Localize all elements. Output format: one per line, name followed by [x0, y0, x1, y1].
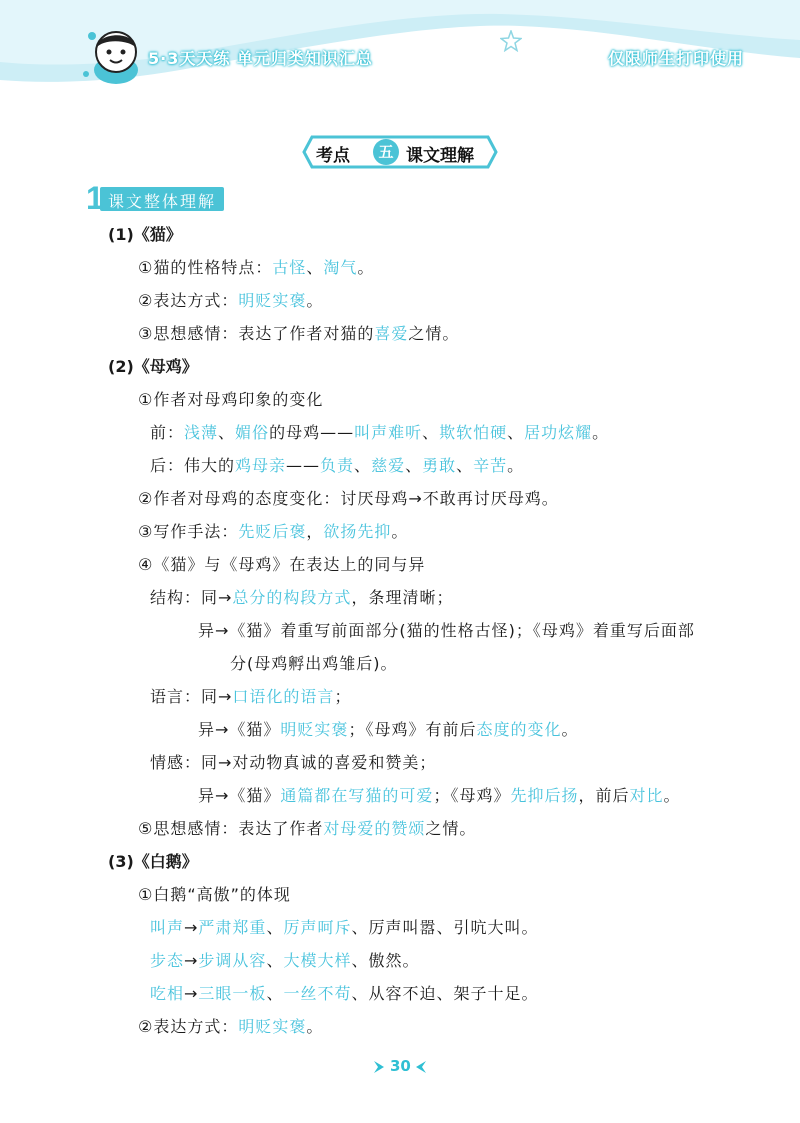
answer-text: 一丝不苟 [283, 984, 352, 1003]
text-line [138, 323, 459, 345]
plain-text: ①白鹅“高傲”的体现 [138, 885, 291, 904]
answer-text: 三眼一板 [198, 984, 267, 1003]
plain-text: ③写作手法： [138, 522, 239, 541]
header-usage-note: 仅限师生打印使用 [608, 49, 745, 68]
plain-text: 、傲然。 [351, 951, 420, 970]
answer-text: 吃相 [150, 984, 185, 1003]
text-line [198, 620, 695, 642]
section-badge [302, 134, 498, 170]
plain-text: 。 [391, 522, 409, 541]
answer-text: 淘气 [323, 258, 358, 277]
section-title-text: 课文整体理解 [108, 192, 217, 211]
answer-text: 通篇都在写猫的可爱 [280, 786, 434, 805]
plain-text: ②表达方式： [138, 1017, 239, 1036]
plain-text: 。 [561, 720, 579, 739]
answer-text: 对比 [629, 786, 664, 805]
plain-text: 、从容不迫、架子十足。 [351, 984, 539, 1003]
text-line [138, 554, 425, 576]
plain-text: 、 [354, 456, 372, 475]
plain-text: ；《母鸡》有前后 [348, 720, 477, 739]
answer-text: 勇敢 [422, 456, 457, 475]
plain-text: 、 [266, 951, 284, 970]
answer-text: 浅薄 [184, 423, 219, 442]
answer-text: 叫声难听 [354, 423, 423, 442]
plain-text: 。 [592, 423, 610, 442]
answer-text: 鸡母亲 [235, 456, 287, 475]
plain-text: 之情。 [408, 324, 460, 343]
plain-text: → [184, 984, 199, 1003]
answer-text: 厉声呵斥 [283, 918, 352, 937]
answer-text: 严肃郑重 [198, 918, 267, 937]
plain-text: 异→《猫》 [198, 720, 281, 739]
star-icon [500, 30, 522, 52]
header-series-title: 5·3天天练 单元归类知识汇总 [148, 49, 373, 68]
answer-text: 先抑后扬 [510, 786, 579, 805]
plain-text: (2)《母鸡》 [108, 357, 198, 376]
text-line [138, 818, 476, 840]
plain-text: ，前后 [578, 786, 630, 805]
plain-text: 、 [306, 258, 324, 277]
plain-text: 。 [507, 456, 525, 475]
plain-text: 之情。 [425, 819, 477, 838]
plain-text: ，条理清晰； [351, 588, 454, 607]
plain-text: ①作者对母鸡印象的变化 [138, 390, 324, 409]
answer-text: 口语化的语言 [232, 687, 335, 706]
plain-text: 的母鸡—— [269, 423, 355, 442]
plain-text: 。 [357, 258, 375, 277]
answer-text: 叫声 [150, 918, 185, 937]
plain-text: ①猫的性格特点： [138, 258, 273, 277]
text-line [138, 257, 374, 279]
answer-text: 居功炫耀 [524, 423, 593, 442]
answer-text: 大模大样 [283, 951, 352, 970]
answer-text: 态度的变化 [476, 720, 562, 739]
plain-text: 后：伟大的 [150, 456, 236, 475]
text-line [150, 422, 609, 444]
answer-text: 喜爱 [374, 324, 409, 343]
text-line [150, 686, 351, 708]
plain-text: 。 [306, 291, 324, 310]
plain-text: 前： [150, 423, 185, 442]
text-line [138, 1016, 323, 1038]
text-line [138, 290, 323, 312]
text-line [138, 389, 323, 411]
plain-text: 、 [405, 456, 423, 475]
answer-text: 负责 [320, 456, 355, 475]
plain-text: 、 [266, 984, 284, 1003]
answer-text: 慈爱 [371, 456, 406, 475]
text-line [138, 884, 291, 906]
plain-text: 、厉声叫嚣、引吭大叫。 [351, 918, 539, 937]
section-heading [86, 180, 226, 216]
badge-topic: 课文理解 [406, 146, 474, 166]
plain-text: 异→《猫》着重写前面部分(猫的性格古怪)；《母鸡》着重写后面部 [198, 621, 695, 640]
plain-text: 。 [306, 1017, 324, 1036]
plain-text: 、 [218, 423, 236, 442]
subheading-line [108, 224, 182, 246]
text-line [138, 488, 559, 510]
plain-text: ④《猫》与《母鸡》在表达上的同与异 [138, 555, 426, 574]
plain-text: ； [334, 687, 352, 706]
answer-text: 明贬实褒 [280, 720, 349, 739]
plain-text: 分(母鸡孵出鸡雏后)。 [230, 654, 398, 673]
answer-text: 古怪 [272, 258, 307, 277]
answer-text: 明贬实褒 [238, 1017, 307, 1036]
badge-number: 五 [378, 143, 394, 161]
text-line [150, 950, 419, 972]
text-line [150, 983, 538, 1005]
plain-text: —— [286, 456, 321, 475]
answer-text: 辛苦 [473, 456, 508, 475]
answer-text: 先贬后褒 [238, 522, 307, 541]
page-number [372, 1057, 428, 1077]
plain-text: → [184, 951, 199, 970]
plain-text: 、 [456, 456, 474, 475]
plain-text: 结构：同→ [150, 588, 233, 607]
answer-text: 欺软怕硬 [439, 423, 508, 442]
mascot-logo [78, 22, 150, 88]
text-line [150, 587, 453, 609]
answer-text: 明贬实褒 [238, 291, 307, 310]
plain-text: 。 [663, 786, 681, 805]
answer-text: 步态 [150, 951, 185, 970]
answer-text: 总分的构段方式 [232, 588, 352, 607]
answer-text: 媚俗 [235, 423, 270, 442]
answer-text: 欲扬先抑 [323, 522, 392, 541]
text-line [198, 719, 578, 741]
page-number-text: 30 [390, 1057, 411, 1075]
plain-text: ③思想感情：表达了作者对猫的 [138, 324, 375, 343]
text-line [230, 653, 398, 675]
answer-text: 步调从容 [198, 951, 267, 970]
answer-text: 对母爱的赞颂 [323, 819, 426, 838]
plain-text: (1)《猫》 [108, 225, 182, 244]
plain-text: 情感：同→对动物真诚的喜爱和赞美； [150, 753, 437, 772]
plain-text: (3)《白鹅》 [108, 852, 198, 871]
plain-text: 语言：同→ [150, 687, 233, 706]
plain-text: 异→《猫》 [198, 786, 281, 805]
text-line [150, 917, 538, 939]
text-line [150, 455, 524, 477]
text-line [150, 752, 436, 774]
plain-text: ；《母鸡》 [433, 786, 511, 805]
plain-text: ⑤思想感情：表达了作者 [138, 819, 324, 838]
plain-text: 、 [266, 918, 284, 937]
plain-text: 、 [507, 423, 525, 442]
subheading-line [108, 851, 198, 873]
plain-text: 、 [422, 423, 440, 442]
text-line [198, 785, 681, 807]
plain-text: → [184, 918, 199, 937]
plain-text: ， [306, 522, 324, 541]
section-number: 1 [86, 180, 104, 216]
subheading-line [108, 356, 198, 378]
text-line [138, 521, 408, 543]
plain-text: ②表达方式： [138, 291, 239, 310]
plain-text: ②作者对母鸡的态度变化：讨厌母鸡→不敢再讨厌母鸡。 [138, 489, 559, 508]
badge-label: 考点 [316, 146, 350, 166]
